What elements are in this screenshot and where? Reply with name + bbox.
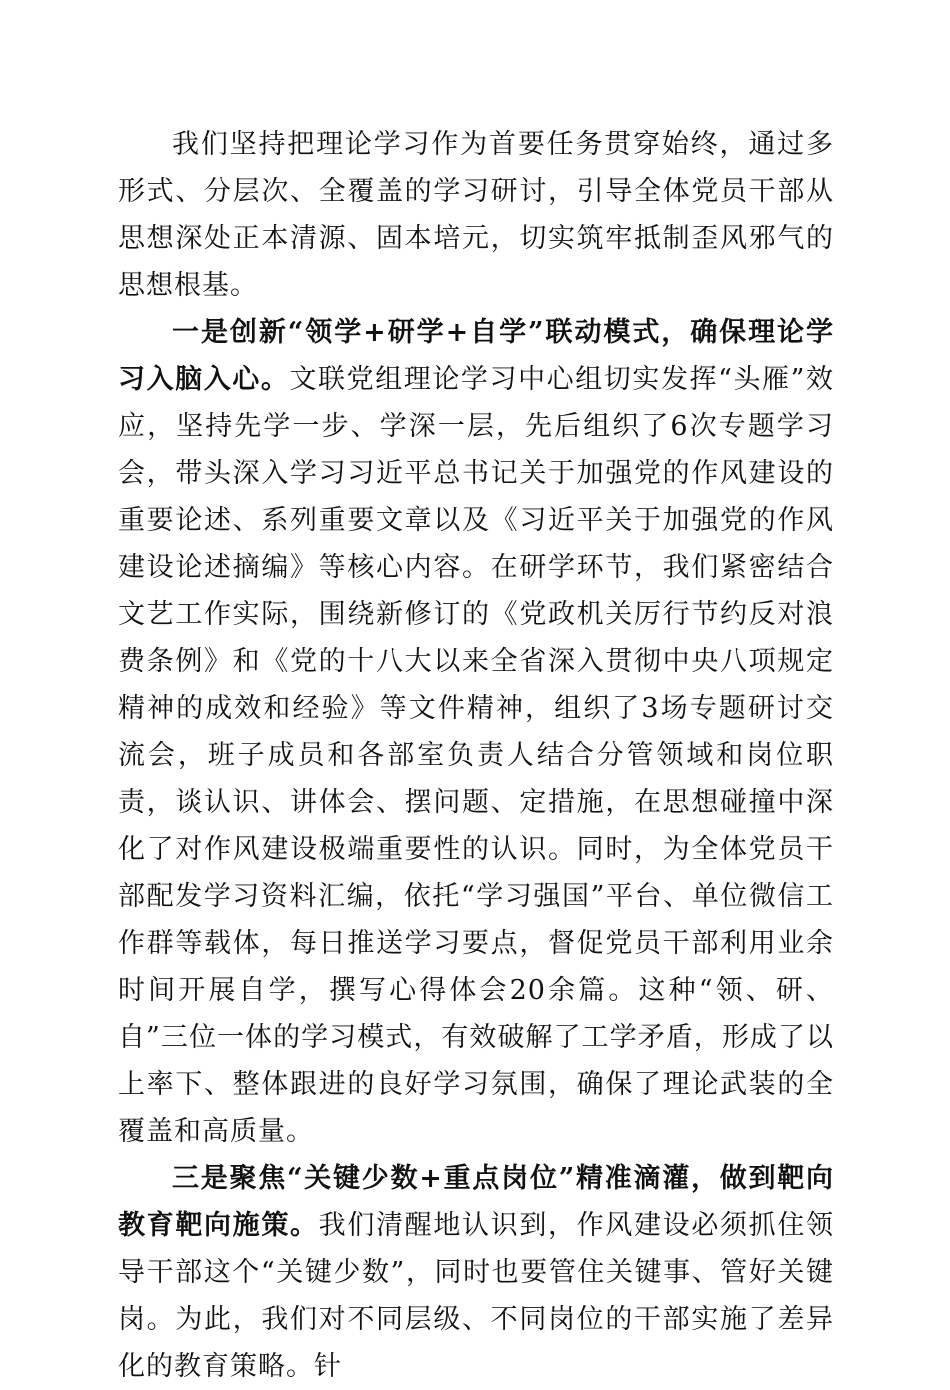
paragraph-one	[118, 309, 834, 1155]
paragraph-intro	[118, 121, 834, 309]
body-text	[118, 121, 834, 1390]
paragraph-one-text: 文联党组理论学习中心组切实发挥“头雁”效应，坚持先学一步、学深一层，先后组织了6次专题学习会，带头深入学习习近平总书记关于加强党的作风建设的重要论述、系列重要文章以及《习近平关于加强党的作风建设论述摘编》等核心内容。在研学环节，我们紧密结合文艺工作实际，围绕新修订的《党政机关厉行节约反对浪费条例》和《党的十八大以来全省深入贯彻中央八项规定精神的成效和经验》等文件精神，组织了3场专题研讨交流会，班子成员和各部室负责人结合分管领域和岗位职责，谈认识、讲体会、摆问题、定措施，在思想碰撞中深化了对作风建设极端重要性的认识。同时，为全体党员干部配发学习资料汇编，依托“学习强国”平台、单位微信工作群等载体，每日推送学习要点，督促党员干部利用业余时间开展自学，撰写心得体会20余篇。这种“领、研、自”三位一体的学习模式，有效破解了工学矛盾，形成了以上率下、整体跟进的良好学习氛围，确保了理论武装的全覆盖和高质量。	[118, 364, 835, 1147]
paragraph-one-lead: 一是创新“领学+研学+自学”联动模式，确保理论学习入脑入心。	[118, 317, 834, 395]
paragraph-three-lead: 三是聚焦“关键少数+重点岗位”精准滴灌，做到靶向教育靶向施策。	[118, 1163, 834, 1241]
paragraph-three-text: 我们清醒地认识到，作风建设必须抓住领导干部这个“关键少数”，同时也要管住关键事、管好关键岗。为此，我们对不同层级、不同岗位的干部实施了差异化的教育策略。针	[118, 1210, 835, 1382]
paragraph-three	[118, 1155, 834, 1390]
paragraph-intro-text: 我们坚持把理论学习作为首要任务贯穿始终，通过多形式、分层次、全覆盖的学习研讨，引导全体党员干部从思想深处正本清源、固本培元，切实筑牢抵制歪风邪气的思想根基。	[118, 129, 834, 301]
